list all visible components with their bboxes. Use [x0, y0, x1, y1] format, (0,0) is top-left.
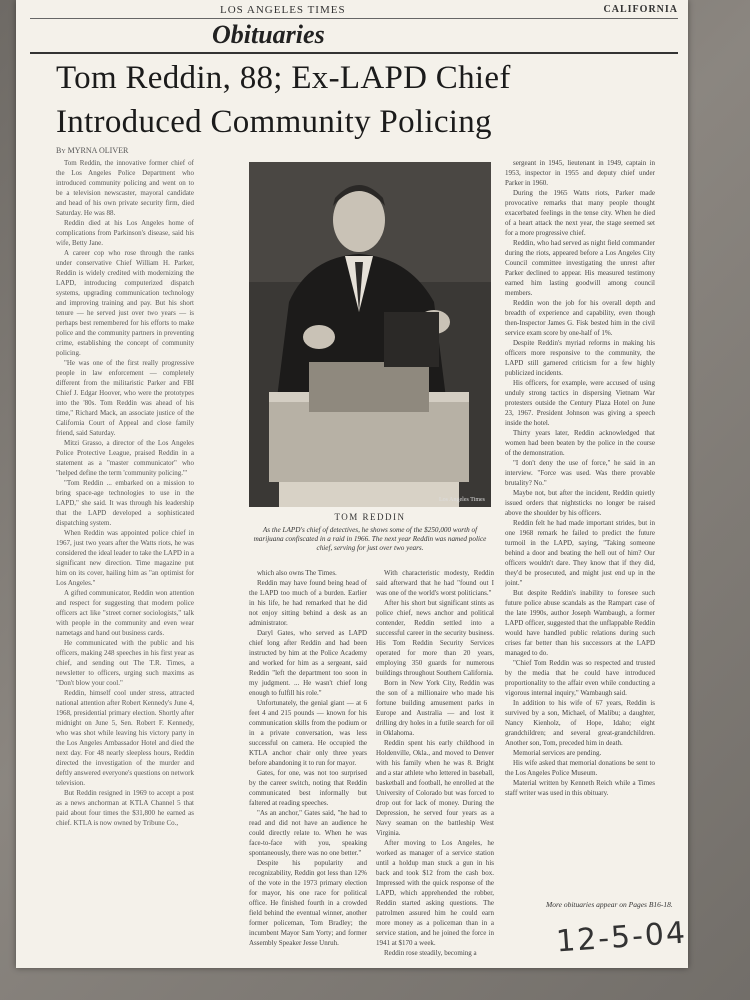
- headline-line-2: Introduced Community Policing: [56, 104, 492, 140]
- paragraph: Thirty years later, Reddin acknowledged that women had been beaten by the police in the course of the demonstration.: [505, 429, 655, 457]
- paragraph: "I don't deny the use of force," he said in an interview. "Force was used. Was there provable brutality? No.": [505, 459, 655, 487]
- article-column-4: [505, 158, 655, 898]
- section-name: CALIFORNIA: [603, 4, 678, 15]
- article-column-3: [376, 568, 494, 958]
- paragraph: Material written by Kenneth Reich while a Times staff writer was used in this obituary.: [505, 779, 655, 797]
- paragraph: which also owns The Times.: [257, 569, 337, 577]
- more-obituaries-note: More obituaries appear on Pages B16-18.: [546, 900, 673, 909]
- paragraph: Gates, for one, was not too surprised by the career switch, noting that Reddin communicated best informally but faltered at reading speeches.: [249, 769, 367, 807]
- paragraph: Reddin, who had served as night field commander during the riots, appeared before a Los Angeles City Council committee investigating the unrest after Parker declined to appear. His measured testimony earned him lasting goodwill among council members.: [505, 239, 655, 297]
- paragraph: Despite his popularity and recognizability, Reddin got less than 12% of the vote in the 1973 primary election for mayor, his one race for political office. He finished fourth in a crowded field behind the eventual winner, another former policeman, Tom Bradley; the incumbent Mayor Sam Yorty; and former Assembly Speaker Jesse Unruh.: [249, 859, 367, 947]
- paragraph: Born in New York City, Reddin was the son of a millionaire who made his fortune building amusement parks in Europe and Australia — and lost it drilling dry holes in a futile search for oil in Oklahoma.: [376, 679, 494, 737]
- paragraph: Reddin felt he had made important strides, but in one 1968 remark he failed to predict the future turmoil in the LAPD, saying, "Taking someone behind a door and beating the hell out of him? Our officers wouldn't dare. They know that if they did, they'd be prosecuted, and might just end up in the joint.": [505, 519, 655, 587]
- headline: [56, 56, 656, 144]
- paragraph: His wife asked that memorial donations be sent to the Los Angeles Police Museum.: [505, 759, 655, 777]
- paragraph: Reddin spent his early childhood in Holdenville, Okla., and moved to Denver with his family when he was 8. Bright and a star athlete who lettered in baseball, basketball and football, he enrolled at the University of Colorado but was forced to drop out for lack of money. During the Depression, he served four years as a Navy seaman on the battleship West Virginia.: [376, 739, 494, 837]
- paragraph: During the 1965 Watts riots, Parker made provocative remarks that many people thought exacerbated feelings in the tense city. When he died of a heart attack the next year, the stage seemed set for a more progressive chief.: [505, 189, 655, 237]
- paragraph: "He was one of the first really progressive people in law enforcement — completely different from the militaristic Parker and FBI Chief J. Edgar Hoover, who were the prototypes into the '80s. Tom Reddin was ahead of his time," Richard Mack, an associate justice of the California Court of Appeal and close family friend, said Saturday.: [56, 359, 194, 437]
- photo-credit: Los Angeles Times: [438, 497, 485, 503]
- photo-caption: As the LAPD's chief of detectives, he shows some of the $250,000 worth of marijuana confiscated in a raid in 1966. The next year Reddin was named police chief, serving for just over two years.: [253, 526, 487, 552]
- paragraph: Reddin rose steadily, becoming a: [384, 949, 477, 957]
- paragraph: Tom Reddin, the innovative former chief of the Los Angeles Police Department who introduced community policing and went on to be a television newscaster, mayoral candidate and head of his own private security firm, died Saturday. He was 88.: [56, 159, 194, 217]
- paragraph: Despite Reddin's myriad reforms in making his officers more responsive to the community, the LAPD still garnered criticism for a few highly publicized incidents.: [505, 339, 655, 377]
- paragraph: When Reddin was appointed police chief in 1967, just two years after the Watts riots, he was considered the ideal leader to take the LAPD in a significant new direction. Time magazine put him on its cover, hailing him as "an optimist for Los Angeles.": [56, 529, 194, 587]
- paragraph: Reddin may have found being head of the LAPD too much of a burden. Earlier in his life, he had remarked that he did not enjoy sitting behind a desk as an administrator.: [249, 579, 367, 627]
- photo-image: [249, 162, 491, 507]
- paragraph: He communicated with the public and his officers, making 248 speeches in his first year as chief, and sending out The T.R. Times, a newsletter to officers, urging such maxims as "Don't blow your cool.": [56, 639, 194, 687]
- article-column-1: [56, 158, 194, 958]
- newspaper-name: LOS ANGELES TIMES: [220, 4, 346, 16]
- paragraph: A career cop who rose through the ranks under conservative Chief William H. Parker, Reddin is widely credited with modernizing the LAPD, introducing computerized dispatch systems, upgrading communication technology and improving training and pay. But his short tenure — he served just over two years — is perhaps best remembered for his efforts to make police and the community partners in preventing crime, establishing the concept of community policing.: [56, 249, 194, 357]
- paragraph: Daryl Gates, who served as LAPD chief long after Reddin and had been instructed by him at the Police Academy and worked for him as a sergeant, said Reddin "left the department too soon in my judgment. ... He wasn't chief long enough to fulfill his role.": [249, 629, 367, 697]
- paragraph: "Chief Tom Reddin was so respected and trusted by the media that he could have introduced proportionality to the affair even while conducting a vigorous internal inquiry," Wambaugh said.: [505, 659, 655, 697]
- paragraph: "Tom Reddin ... embarked on a mission to bring space-age technologies to use in the LAPD," she said. It was through his leadership that the LAPD developed a sophisticated dispatching system.: [56, 479, 194, 527]
- paragraph: With characteristic modesty, Reddin said afterward that he had "found out I was one of the world's worst politicians.": [376, 569, 494, 597]
- section-title: Obituaries: [212, 20, 325, 49]
- paragraph: After his short but significant stints as police chief, news anchor and political contender, Reddin settled into a successful career in the security business. His Tom Reddin Security Services operated for more than 20 years, employing 350 guards for numerous buildings throughout Southern California.: [376, 599, 494, 677]
- paragraph: "As an anchor," Gates said, "he had to read and did not have an audience he could directly relate to. When he was face-to-face with you, speaking spontaneously, there was no one better.": [249, 809, 367, 857]
- paragraph: A gifted communicator, Reddin won attention and respect for suggesting that modern police officers act like "street corner sociologists," talk with people in the community and even wear nametags and hand out business cards.: [56, 589, 194, 637]
- paragraph: Reddin, himself cool under stress, attracted national attention after Robert Kennedy's June 4, 1968, presidential primary election. Shortly after midnight on June 5, Sen. Robert F. Kennedy, who was shot while leaving his victory party in the Los Angeles Ambassador Hotel and died the next day. For 48 nearly sleepless hours, Reddin directed the investigation of the murder and deftly answered everyone's questions on network television.: [56, 689, 194, 787]
- paragraph: sergeant in 1945, lieutenant in 1949, captain in 1953, inspector in 1955 and deputy chief under Parker in 1960.: [505, 159, 655, 187]
- paragraph: After moving to Los Angeles, he worked as manager of a service station until a holdup man stuck a gun in his back and took $12 from the cash box. Impressed with the quick response of the LAPD, which apprehended the robber, Reddin started asking questions. The patrolmen assured him he could earn more money as a policeman than in a service station, and he joined the force in 1941 at $170 a week.: [376, 839, 494, 947]
- paragraph: But Reddin resigned in 1969 to accept a post as a news anchorman at KTLA Channel 5 that paid about four times the $31,800 he earned as chief. KTLA is now owned by Tribune Co.,: [56, 789, 194, 827]
- paragraph: Maybe not, but after the incident, Reddin quietly issued orders that nightsticks no longer be raised above the shoulder by his officers.: [505, 489, 655, 517]
- paragraph: In addition to his wife of 67 years, Reddin is survived by a son, Michael, of Malibu; a daughter, Nancy Kienholz, of Hope, Idaho; eight grandchildren; and several great-grandchildren. Another son, Tom, preceded him in death.: [505, 699, 655, 747]
- handwritten-date: 12-5-04: [554, 915, 688, 960]
- masthead: [30, 4, 678, 19]
- divider: [30, 52, 678, 54]
- paragraph: Unfortunately, the genial giant — at 6 feet 4 and 215 pounds — known for his communication skills from the podium or in a private conversation, was less successful on camera. He occupied the KTLA anchor chair only three years before abandoning it to run for mayor.: [249, 699, 367, 767]
- paragraph: His officers, for example, were accused of using unduly strong tactics in dispersing Vietnam War protesters outside the Century Plaza Hotel on June 23, 1967. President Johnson was giving a speech inside the hotel.: [505, 379, 655, 427]
- photo-name: TOM REDDIN: [334, 512, 406, 522]
- paragraph: Memorial services are pending.: [513, 749, 602, 757]
- headline-line-1: Tom Reddin, 88; Ex-LAPD Chief: [56, 60, 511, 96]
- newspaper-clipping: [16, 0, 688, 968]
- paragraph: Reddin won the job for his overall depth and breadth of experience and capability, even though then-Inspector James G. Fisk bested him in the civil service exam score by one-half of 1%.: [505, 299, 655, 337]
- photo: [249, 162, 491, 507]
- paragraph: Mitzi Grasso, a director of the Los Angeles Police Protective League, praised Reddin in a statement as a "master communicator" who "helped define the term 'community policing.'": [56, 439, 194, 477]
- paragraph: But despite Reddin's inability to foresee such future police abuse scandals as the Rampart case of the late 1990s, author Joseph Wambaugh, a former LAPD officer, suggested that the unflappable Reddin would have handled public relations during such crises far better than his successors at the LAPD managed to do.: [505, 589, 655, 657]
- article-column-2: [249, 568, 367, 948]
- paragraph: Reddin died at his Los Angeles home of complications from Parkinson's disease, said his wife, Betty Jane.: [56, 219, 194, 247]
- byline: By MYRNA OLIVER: [56, 146, 129, 155]
